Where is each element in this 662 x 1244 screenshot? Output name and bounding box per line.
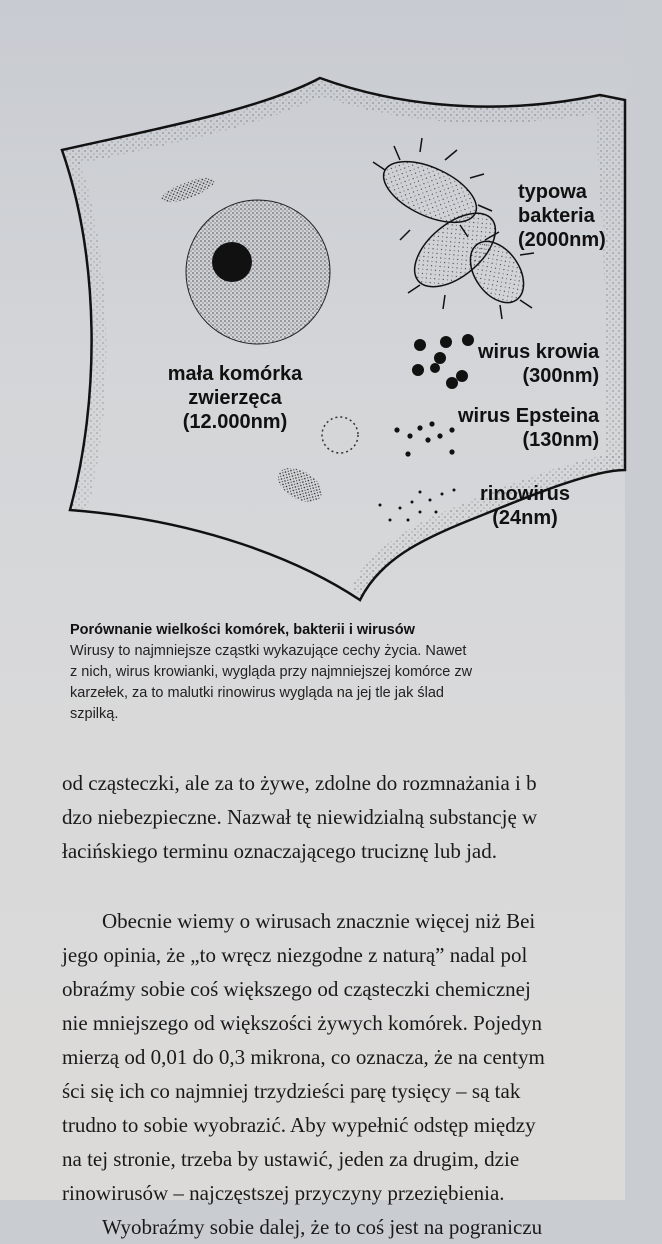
text-line: trudno to sobie wyobrazić. Aby wypełnić odstęp między [62, 1113, 536, 1137]
organelle [159, 173, 217, 207]
label-line: zwierzęca [188, 387, 282, 409]
vacuole [322, 417, 358, 453]
label-cowpox-virus [478, 340, 599, 388]
text-line: łacińskiego terminu oznaczającego truciznę lub jad. [62, 839, 497, 863]
caption-line: z nich, wirus krowianki, wygląda przy najmniejszej komórce zw [70, 664, 473, 680]
text-line: ści się ich co najmniej trzydzieści parę tysięcy – są tak [62, 1079, 521, 1103]
text-line: na tej stronie, trzeba by ustawić, jeden za drugim, dzie [62, 1147, 520, 1171]
text-line: nie mniejszego od większości żywych komórek. Pojedyn [62, 1011, 542, 1035]
text-line: Wyobraźmy sobie dalej, że to coś jest na pograniczu [102, 1215, 543, 1239]
label-rhinovirus [480, 482, 570, 530]
organelle [272, 461, 328, 509]
label-line: (2000nm) [518, 229, 606, 251]
text-line: obraźmy sobie coś większego od cząsteczki chemicznej [62, 977, 531, 1001]
label-line: (130nm) [522, 429, 600, 451]
label-bacteria [518, 180, 606, 252]
cell-nucleus [186, 200, 330, 344]
label-line: wirus krowia [478, 341, 600, 363]
label-line: typowa [518, 181, 587, 203]
label-line: bakteria [518, 205, 595, 227]
bacteria-drawing [373, 138, 535, 319]
nucleolus [212, 242, 252, 282]
label-epstein-virus [458, 404, 599, 452]
label-animal-cell [150, 362, 320, 434]
label-line: (300nm) [522, 365, 600, 387]
body-text [62, 766, 662, 1244]
label-line: (24nm) [492, 507, 558, 529]
caption-line: karzełek, za to malutki rinowirus wygląda na jej tle jak ślad [70, 685, 444, 701]
label-line: mała komórka [167, 363, 303, 385]
epstein-virus-drawing [394, 421, 454, 456]
caption-line: szpilką. [70, 706, 119, 722]
text-line: mierzą od 0,01 do 0,3 mikrona, co oznacza, że na centym [62, 1045, 545, 1069]
text-line: dzo niebezpieczne. Nazwał tę niewidzialną substancję w [62, 805, 538, 829]
figure-caption [70, 620, 660, 725]
size-comparison-illustration [0, 0, 625, 610]
text-line: rinowirusów – najczęstszej przyczyny przeziębienia. [62, 1181, 505, 1205]
cowpox-virus-drawing [412, 334, 474, 389]
text-line: Obecnie wiemy o wirusach znacznie więcej niż Bei [102, 909, 536, 933]
label-line: (12.000nm) [182, 411, 288, 433]
label-line: wirus Epsteina [458, 405, 600, 427]
text-line: jego opinia, że „to wręcz niezgodne z naturą” nadal pol [62, 943, 528, 967]
caption-title: Porównanie wielkości komórek, bakterii i wirusów [70, 622, 415, 638]
text-line: od cząsteczki, ale za to żywe, zdolne do rozmnażania i b [62, 771, 537, 795]
caption-line: Wirusy to najmniejsze cząstki wykazujące cechy życia. Nawet [70, 643, 467, 659]
label-line: rinowirus [480, 483, 571, 505]
